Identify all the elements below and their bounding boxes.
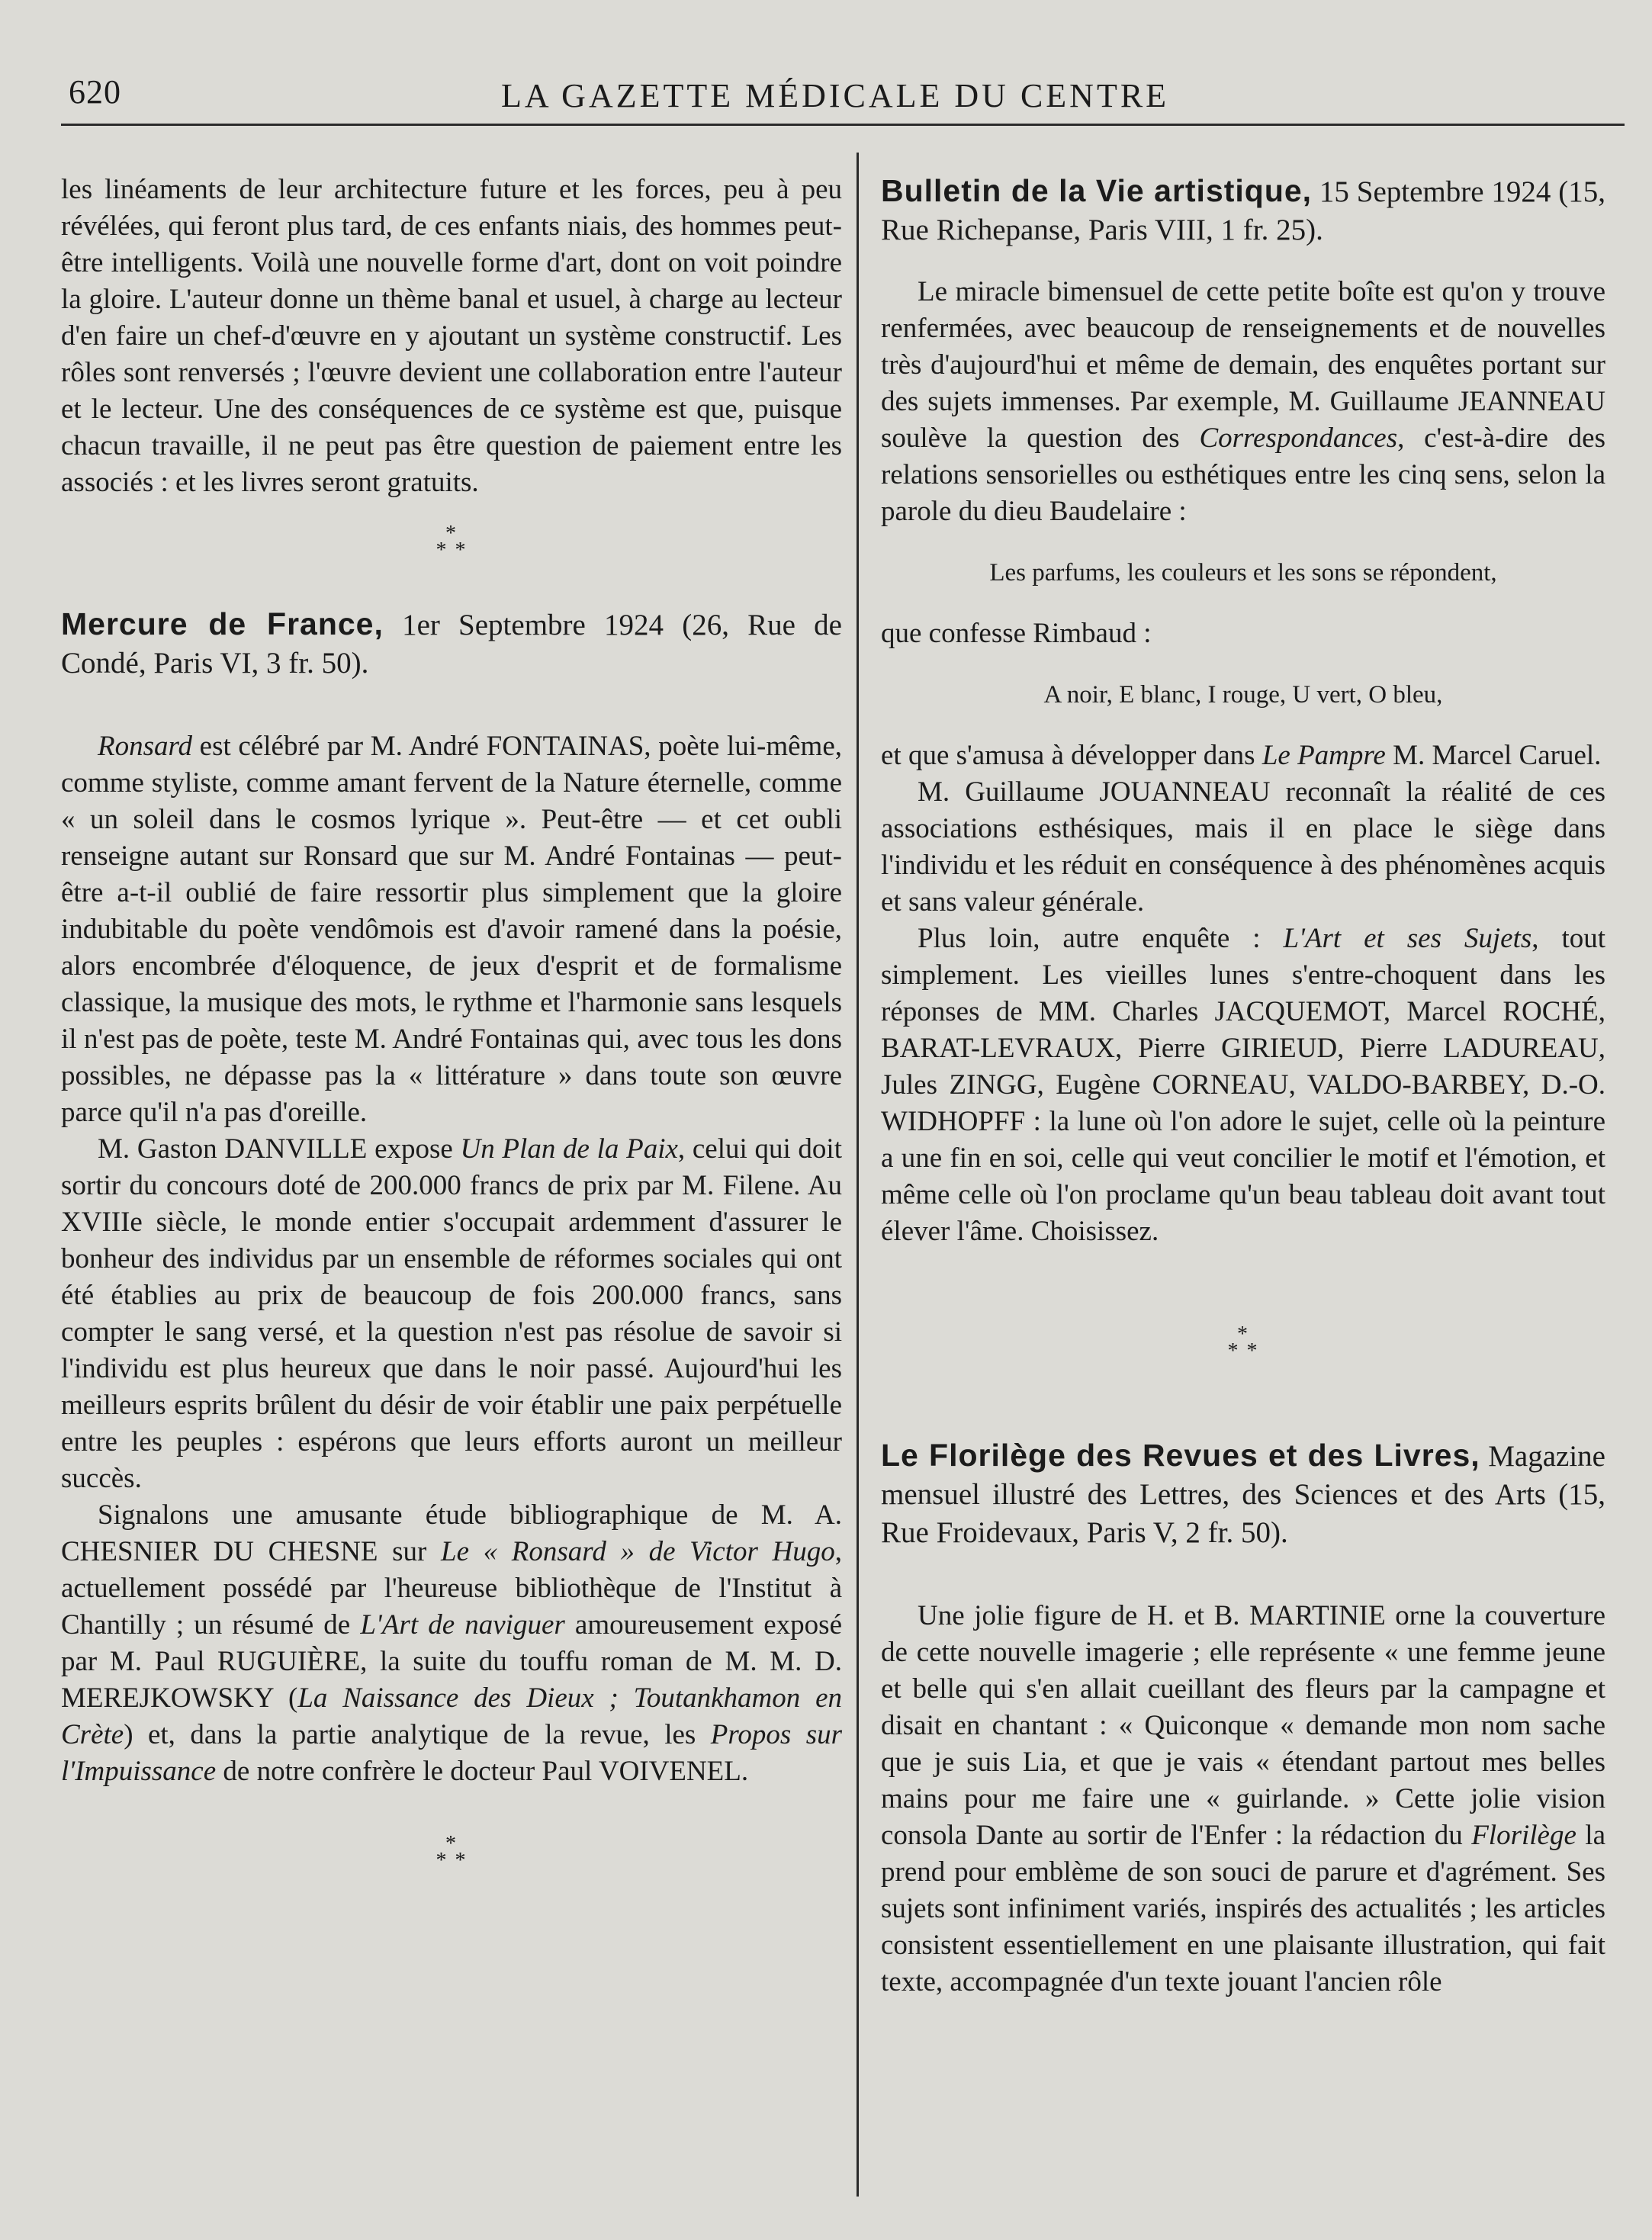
paragraph-text: Le miracle bimensuel de cette petite boîte est qu'on y trouve renfermées, avec beaucoup de renseignements et de nouvelles très d'aujourd'hui et même de demain, des enquêtes portant sur des sujets immenses. Par exemple, M. Guillaume JEANNEAU soulève la question des (881, 276, 1605, 454)
paragraph (881, 1598, 1605, 2001)
paragraph-text: Plus loin, autre enquête : (918, 923, 1284, 954)
italic-title: Florilège (1471, 1820, 1576, 1851)
asterism-separator: * * * (1227, 1322, 1259, 1363)
verse-quote: Les parfums, les couleurs et les sons se répondent, (989, 559, 1497, 587)
italic-title: La Naissance des Dieux ; Toutankhamon en Crète (61, 1682, 842, 1750)
paragraph-text: Signalons une amusante étude bibliographique de M. A. CHESNIER DU CHESNE sur (61, 1499, 842, 1567)
paragraph-text: , c'est-à-dire des relations sensorielles ou esthétiques entre les cinq sens, selon la parole du dieu Baudelaire : (881, 423, 1605, 527)
italic-title: Propos sur l'Impuissance (61, 1719, 842, 1787)
paragraph (61, 728, 842, 1131)
paragraph (881, 274, 1605, 530)
paragraph-text: est célébré par M. André FONTAINAS, poète lui-même, comme styliste, comme amant fervent de la Nature éternelle, comme « un soleil dans le cosmos lyrique ». Peut-être — et cet oubli renseigne autant sur Ronsard que sur M. André Fontainas — peut-être a-t-il oublié de faire ressortir plus simplement que la gloire indubitable du poète vendômois est d'avoir ramené dans la poésie, alors encombrée d'éloquence, de jeux d'esprit et de formalisme classique, la musique des mots, le rythme et l'harmonie sans lesquels il n'est pas de poète, teste M. André Fontainas qui, avec tous les dons possibles, ne dépasse pas la « littérature » dans toute son œuvre parce qu'il n'a pas d'oreille. (61, 731, 842, 1128)
italic-term: Correspondances (1199, 423, 1398, 454)
column-divider (857, 153, 859, 2197)
asterism-separator: * * * (435, 1832, 468, 1872)
verse-quote: A noir, E blanc, I rouge, U vert, O bleu, (1043, 681, 1443, 709)
review-title: Le Florilège des Revues et des Livres, (881, 1438, 1480, 1473)
review-details: Magazine mensuel illustré des Lettres, des Sciences et des Arts (15, Rue Froidevaux, Paris V, 2 fr. 50). (881, 1440, 1605, 1549)
review-title: Mercure de France, (61, 606, 384, 641)
page-number: 620 (69, 73, 121, 111)
paragraph-text: ) et, dans la partie analytique de la revue, les (124, 1719, 711, 1750)
header-rule (61, 124, 1625, 126)
paragraph-text: et que s'amusa à développer dans (881, 740, 1262, 771)
review-heading-florilege (881, 1436, 1605, 1552)
italic-title: Le Pampre (1261, 740, 1386, 771)
paragraph (881, 738, 1605, 774)
italic-title: L'Art et ses Sujets (1283, 923, 1532, 954)
left-column (61, 172, 842, 1872)
asterism-separator: * * * (435, 522, 468, 562)
paragraph-text: de notre confrère le docteur Paul VOIVENEL. (216, 1756, 749, 1787)
running-title: LA GAZETTE MÉDICALE DU CENTRE (500, 77, 1170, 114)
paragraph-text: amoureusement exposé par M. Paul RUGUIÈRE, la suite du touffu roman de M. M. D. MEREJKOWSKY ( (61, 1609, 842, 1714)
review-details: 15 Septembre 1924 (15, Rue Richepanse, Paris VIII, 1 fr. 25). (881, 175, 1605, 246)
review-heading-bulletin (881, 172, 1605, 249)
paragraph (881, 921, 1605, 1250)
review-details: 1er Septembre 1924 (26, Rue de Condé, Paris VI, 3 fr. 50). (61, 609, 842, 680)
italic-title: Un Plan de la Paix (460, 1133, 678, 1165)
paragraph-text: , actuellement possédé par l'heureuse bibliothèque de l'Institut à Chantilly ; un résumé de (61, 1536, 842, 1641)
paragraph-text: Une jolie figure de H. et B. MARTINIE orne la couverture de cette nouvelle imagerie ; elle représente « une femme jeune et belle qui s'en allait cueillant des fleurs par la campagne et disait en chantant : « Quiconque « demande mon nom sache que je suis Lia, et que je vais « étendant partout mes belles mains pour me faire une « guirlande. » Cette jolie vision consola Dante au sortir de l'Enfer : la rédaction du (881, 1600, 1605, 1851)
paragraph: M. Guillaume JOUANNEAU reconnaît la réalité de ces associations esthésiques, mais il en place le siège dans l'individu et les réduit en conséquence à des phénomènes acquis et sans valeur générale. (881, 776, 1605, 918)
paragraph-continued: les linéaments de leur architecture future et les forces, peu à peu révélées, qui feront plus tard, de ces enfants niais, des hommes peut-être intelligents. Voilà une nouvelle forme d'art, dont on voit poindre la gloire. L'auteur donne un thème banal et usuel, à charge au lecteur d'en faire un chef-d'œuvre en y ajoutant un système constructif. Les rôles sont renversés ; l'œuvre devient une collaboration entre l'auteur et le lecteur. Une des conséquences de ce système est que, puisque chacun travaille, il ne peut pas être question de paiement entre les associés : et les livres seront gratuits. (61, 174, 842, 498)
paragraph-text: M. Marcel Caruel. (1385, 740, 1602, 771)
italic-title: Le « Ronsard » de Victor Hugo (441, 1536, 835, 1567)
review-title: Bulletin de la Vie artistique, (881, 173, 1313, 208)
paragraph-text: la prend pour emblème de son souci de parure et d'agrément. Ses sujets sont infiniment variés, inspirés des actualités ; les articles consistent essentiellement en une plaisante illustration, qui fait texte, accompagnée d'un texte jouant l'ancien rôle (881, 1820, 1606, 1997)
paragraph-text: M. Gaston DANVILLE expose (98, 1133, 461, 1165)
paragraph-text: , tout simplement. Les vieilles lunes s'entre-choquent dans les réponses de MM. Charles JACQUEMOT, Marcel ROCHÉ, BARAT-LEVRAUX, Pierre GIRIEUD, Pierre LADUREAU, Jules ZINGG, Eugène CORNEAU, VALDO-BARBEY, D.-O. WIDHOPFF : la lune où l'on adore le sujet, celle où la peinture a une fin en soi, celle qui veut concilier le motif et l'émotion, et même celle où l'on proclame qu'un beau tableau doit avant tout élever l'âme. Choisissez. (881, 923, 1606, 1247)
paragraph (61, 1497, 842, 1790)
page-header (61, 72, 1609, 126)
italic-title: L'Art de naviguer (360, 1609, 565, 1641)
italic-title: Ronsard (98, 731, 193, 762)
right-column (881, 172, 1605, 2001)
paragraph (61, 1131, 842, 1497)
paragraph-text: , celui qui doit sortir du concours doté de 200.000 francs de prix par M. Filene. Au XVIIIe siècle, le monde entier s'occupait ardemment d'assurer le bonheur des individus par un ensemble de réformes sociales qui ont été établies au prix de beaucoup de fois 200.000 francs, sans compter le sang versé, et la question n'est pas résolue de savoir si l'individu est plus heureux que dans le noir passé. Aujourd'hui les meilleurs esprits brûlent du désir de voir établir une paix perpétuelle entre les peuples : espérons que leurs efforts auront un meilleur succès. (61, 1133, 842, 1494)
paragraph: que confesse Rimbaud : (881, 618, 1152, 649)
review-heading-mercure (61, 605, 842, 683)
